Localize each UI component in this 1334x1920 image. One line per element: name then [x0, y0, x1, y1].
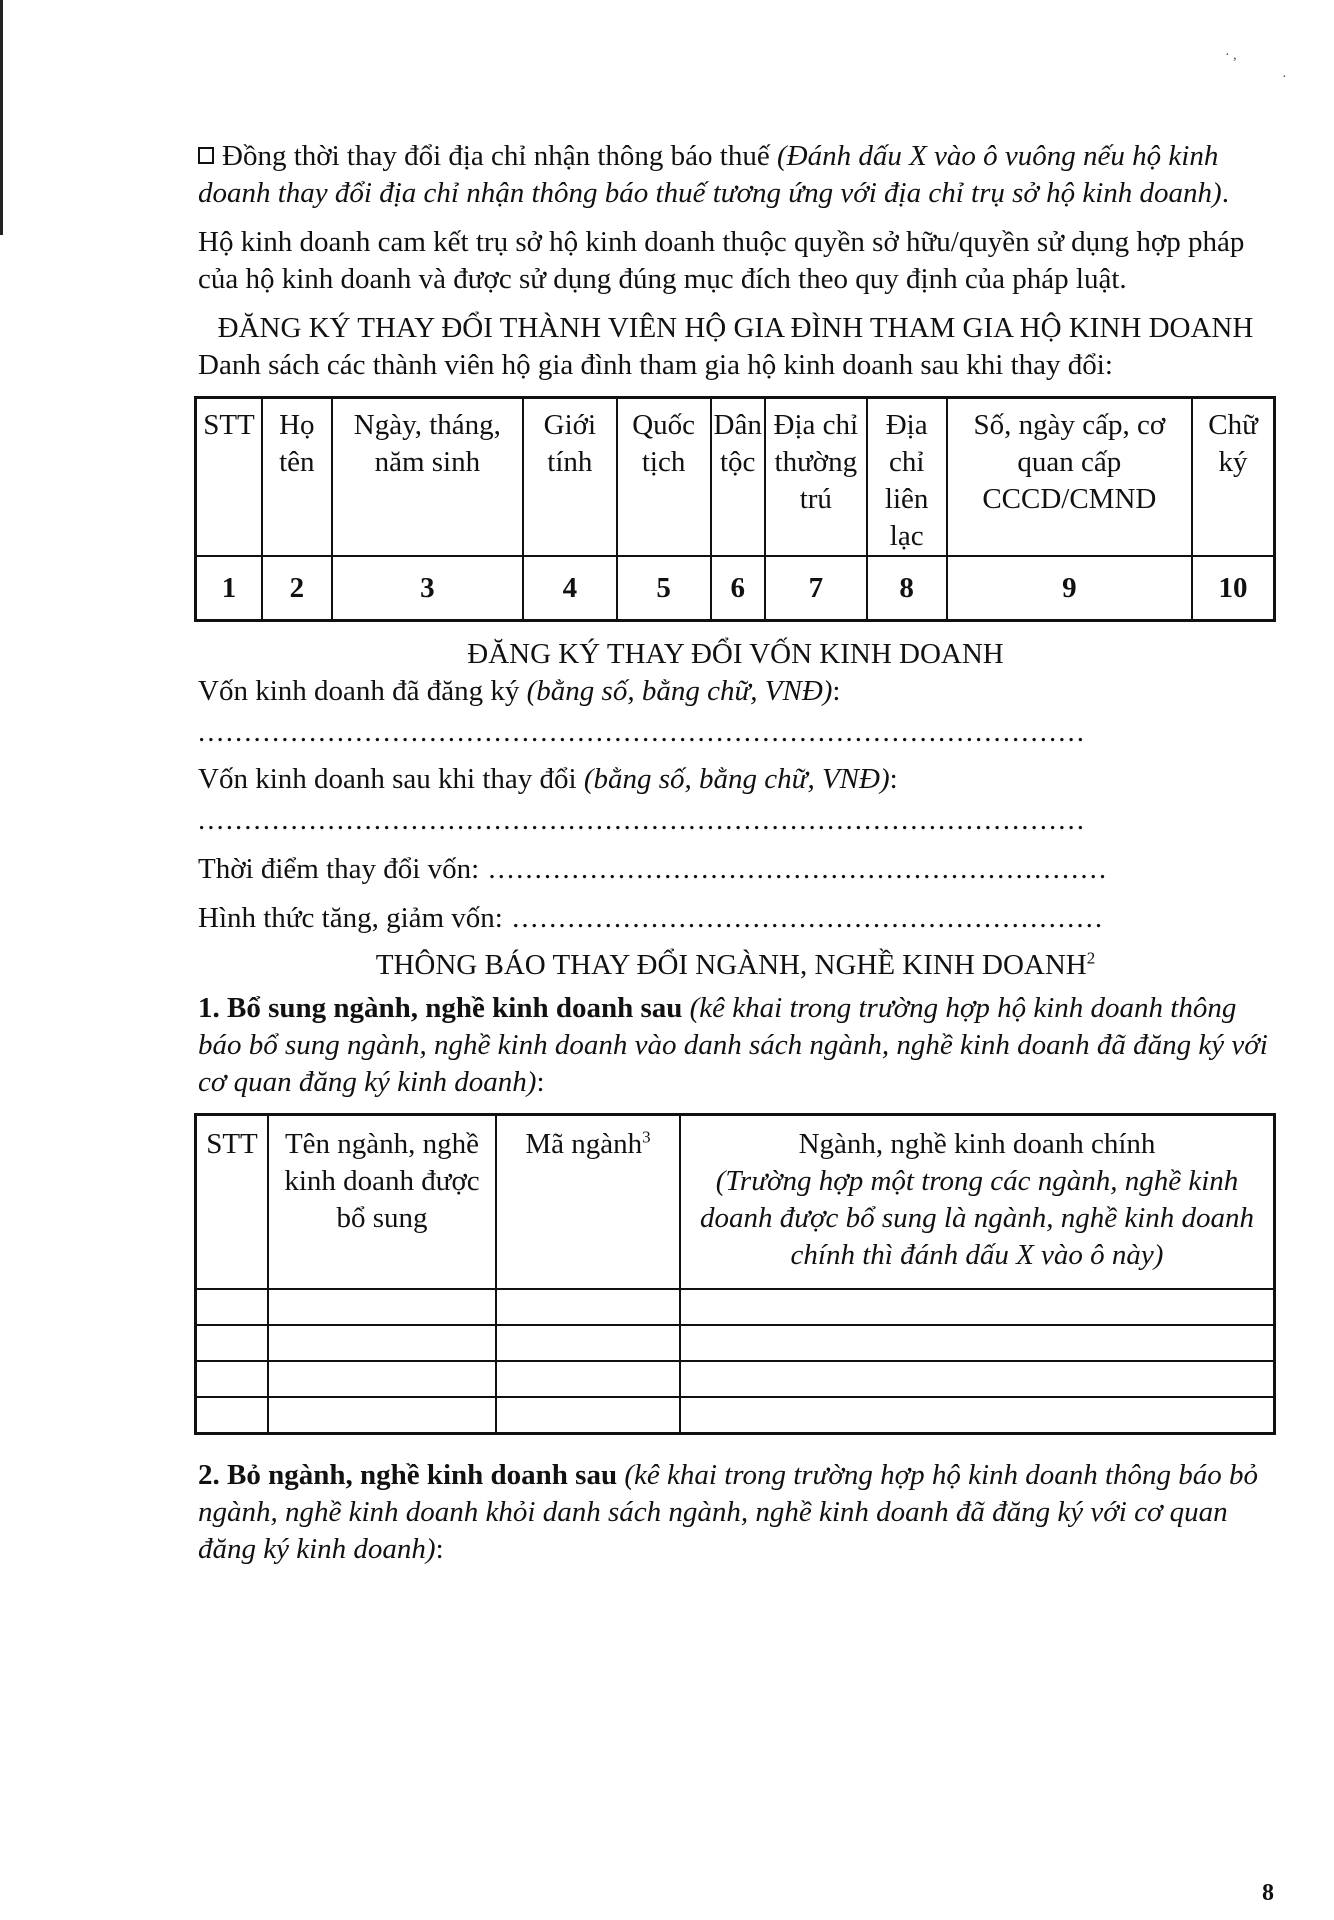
- capital-change-time-line[interactable]: Thời điểm thay đổi vốn: ...................................................................: [198, 853, 1109, 885]
- capital-heading: ĐĂNG KÝ THAY ĐỔI VỐN KINH DOANH: [467, 638, 1004, 670]
- add-industry-header-row: [196, 1115, 1275, 1290]
- new-capital-field[interactable]: ................................................................................................: [198, 804, 1086, 836]
- table-cell[interactable]: [268, 1289, 496, 1325]
- industry-heading: THÔNG BÁO THAY ĐỔI NGÀNH, NGHỀ KINH DOANH$^2$: [375, 948, 1096, 981]
- tax-address-checkbox-paragraph: Đồng thời thay đổi địa chỉ nhận thông báo thuế (Đánh dấu X vào ô vuông nếu hộ kinh doanh thay đổi địa chỉ nhận thông báo thuế tương ứng với địa chỉ trụ sở hộ kinh doanh).: [198, 140, 1229, 209]
- table-cell: 2: [262, 556, 332, 621]
- col-stt: STT: [196, 398, 262, 557]
- capital-change-method-line[interactable]: Hình thức tăng, giảm vốn: ................................................................: [198, 902, 1105, 934]
- table-cell[interactable]: [680, 1289, 1275, 1325]
- members-table: [194, 396, 1276, 622]
- remove-industry-paragraph: 2. Bỏ ngành, nghề kinh doanh sau (kê khai trong trường hợp hộ kinh doanh thông báo bỏ ngành, nghề kinh doanh khỏi danh sách ngành, nghề kinh doanh đã đăng ký với cơ quan đăng ký kinh doanh):: [198, 1459, 1259, 1565]
- scan-speck: ·: [1282, 70, 1287, 85]
- table-cell: 7: [765, 556, 867, 621]
- new-capital-line: Vốn kinh doanh sau khi thay đổi (bằng số, bằng chữ, VNĐ):: [198, 763, 898, 795]
- col-stt: STT: [196, 1115, 269, 1290]
- footnote-marker: 3: [642, 1127, 651, 1147]
- table-cell[interactable]: [496, 1397, 680, 1434]
- table-cell: 6: [711, 556, 765, 621]
- add-industry-paragraph: 1. Bổ sung ngành, nghề kinh doanh sau (kê khai trong trường hợp hộ kinh doanh thông báo bổ sung ngành, nghề kinh doanh vào danh sách ngành, nghề kinh doanh đã đăng ký với cơ quan đăng ký kinh doanh):: [198, 992, 1268, 1098]
- members-table-number-row: [196, 556, 1275, 621]
- table-row: [196, 1325, 1275, 1361]
- document-body: [198, 138, 1273, 1568]
- add-industry-table: [194, 1113, 1276, 1435]
- table-cell[interactable]: [268, 1397, 496, 1434]
- table-cell[interactable]: [496, 1361, 680, 1397]
- footnote-marker: 2: [1086, 948, 1096, 968]
- table-cell: 1: [196, 556, 262, 621]
- table-cell[interactable]: [196, 1397, 269, 1434]
- col-industry-name: Tên ngành, nghề kinh doanh được bổ sung: [268, 1115, 496, 1290]
- col-ethnicity: Dân tộc: [711, 398, 765, 557]
- table-row: [196, 1397, 1275, 1434]
- table-row: [196, 1289, 1275, 1325]
- members-table-header-row: [196, 398, 1275, 557]
- col-signature: Chữ ký: [1192, 398, 1274, 557]
- col-id-card: Số, ngày cấp, cơ quan cấp CCCD/CMND: [947, 398, 1193, 557]
- table-cell[interactable]: [680, 1361, 1275, 1397]
- registered-capital-field[interactable]: ................................................................................................: [198, 716, 1086, 748]
- table-cell: 10: [1192, 556, 1274, 621]
- table-cell[interactable]: [268, 1361, 496, 1397]
- col-industry-code: Mã ngành$^3$: [496, 1115, 680, 1290]
- table-cell[interactable]: [196, 1325, 269, 1361]
- table-cell[interactable]: [680, 1397, 1275, 1434]
- commitment-paragraph: Hộ kinh doanh cam kết trụ sở hộ kinh doanh thuộc quyền sở hữu/quyền sử dụng hợp pháp của hộ kinh doanh và được sử dụng đúng mục đích theo quy định của pháp luật.: [198, 226, 1245, 295]
- table-cell: 5: [617, 556, 711, 621]
- table-cell[interactable]: [196, 1289, 269, 1325]
- page-number: 8: [1262, 1880, 1274, 1906]
- table-cell[interactable]: [680, 1325, 1275, 1361]
- table-cell: 3: [332, 556, 523, 621]
- checkbox-icon[interactable]: [198, 147, 214, 164]
- table-cell: 9: [947, 556, 1193, 621]
- col-gender: Giới tính: [523, 398, 617, 557]
- table-cell: 8: [867, 556, 947, 621]
- checkbox-note: (Đánh dấu X vào ô vuông nếu hộ kinh doanh thay đổi địa chỉ nhận thông báo thuế tương ứng với địa chỉ trụ sở hộ kinh doanh): [198, 140, 1222, 209]
- col-contact-address: Địa chỉ liên lạc: [867, 398, 947, 557]
- col-nationality: Quốc tịch: [617, 398, 711, 557]
- members-heading: ĐĂNG KÝ THAY ĐỔI THÀNH VIÊN HỘ GIA ĐÌNH THAM GIA HỘ KINH DOANH: [217, 312, 1254, 344]
- table-cell[interactable]: [268, 1325, 496, 1361]
- checkbox-label: Đồng thời thay đổi địa chỉ nhận thông báo thuế: [222, 140, 770, 172]
- scan-speck: · ,: [1225, 48, 1237, 63]
- col-birth-date: Ngày, tháng, năm sinh: [332, 398, 523, 557]
- table-cell[interactable]: [496, 1289, 680, 1325]
- col-permanent-address: Địa chỉ thường trú: [765, 398, 867, 557]
- table-cell[interactable]: [496, 1325, 680, 1361]
- table-cell[interactable]: [196, 1361, 269, 1397]
- table-cell: 4: [523, 556, 617, 621]
- col-main-industry: Ngành, nghề kinh doanh chính (Trường hợp một trong các ngành, nghề kinh doanh được bổ sung là ngành, nghề kinh doanh chính thì đánh dấu X vào ô này): [680, 1115, 1275, 1290]
- registered-capital-line: Vốn kinh doanh đã đăng ký (bằng số, bằng chữ, VNĐ):: [198, 675, 841, 707]
- scan-edge-line: [0, 0, 3, 235]
- table-row: [196, 1361, 1275, 1397]
- col-full-name: Họ tên: [262, 398, 332, 557]
- members-list-label: Danh sách các thành viên hộ gia đình tham gia hộ kinh doanh sau khi thay đổi:: [198, 349, 1113, 381]
